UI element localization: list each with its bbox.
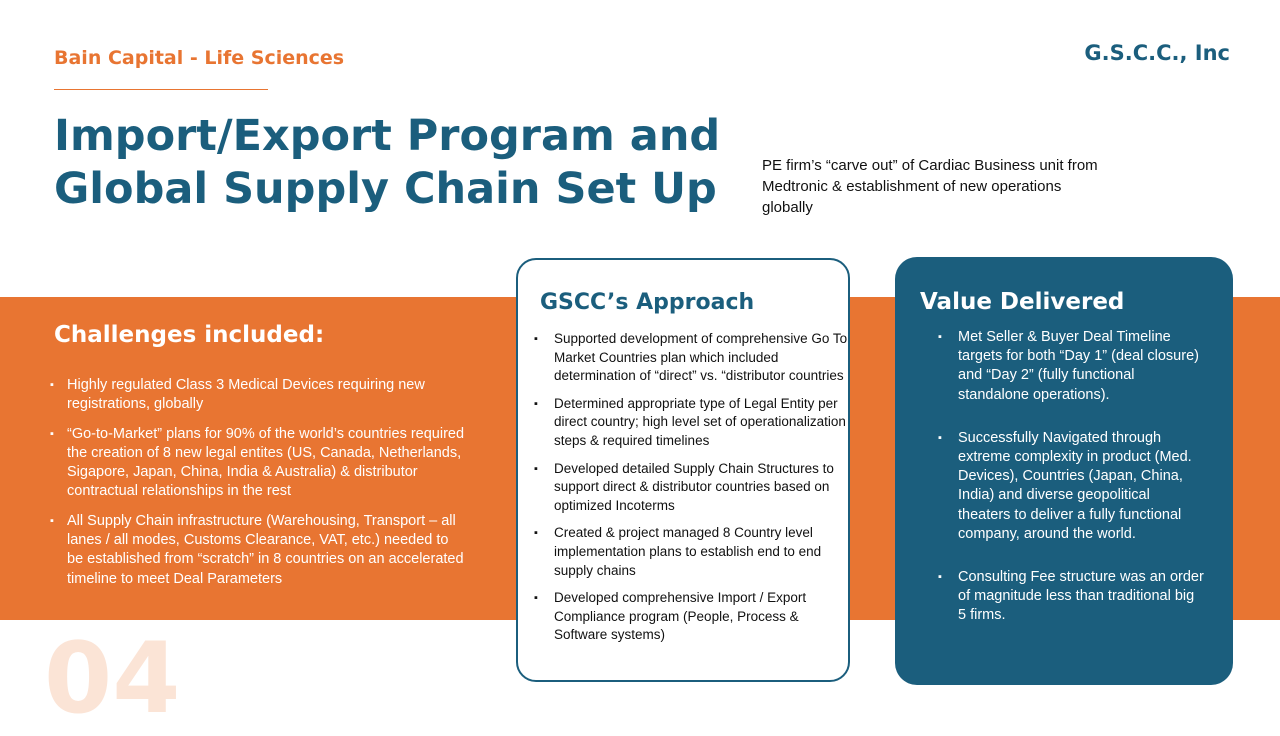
bullet-icon: ▪ <box>938 331 942 343</box>
page-number: 04 <box>44 622 181 736</box>
bullet-icon: ▪ <box>938 571 942 584</box>
list-item <box>532 460 854 516</box>
brand-name: G.S.C.C., Inc <box>1084 41 1230 65</box>
page-title <box>54 110 734 216</box>
client-label: Bain Capital - Life Sciences <box>54 47 345 69</box>
value-text: Successfully Navigated through extreme complexity in product (Med. Devices), Countries (Japan, China, India) and diverse geopolitical theaters to deliver a fully functional company, around the world. <box>958 429 1192 542</box>
value-card <box>895 257 1233 685</box>
approach-text: Supported development of comprehensive Go To Market Countries plan which included determination of “direct” vs. “distributor countries <box>554 331 848 384</box>
list-item <box>48 376 468 415</box>
list-item <box>936 568 1206 626</box>
bullet-icon: ▪ <box>534 462 538 475</box>
title-line-1: Import/Export Program and <box>54 111 721 161</box>
approach-text: Determined appropriate type of Legal Entity per direct country; high level set of operationalization steps & required timelines <box>554 395 846 448</box>
value-text: Met Seller & Buyer Deal Timeline targets for both “Day 1” (deal closure) and “Day 2” (fully functional standalone operations). <box>958 329 1199 403</box>
list-item <box>532 395 854 451</box>
value-heading: Value Delivered <box>920 289 1125 315</box>
list-item <box>532 589 854 645</box>
value-text: Consulting Fee structure was an order of magnitude less than traditional big 5 firms. <box>958 569 1204 624</box>
subtitle-text: PE firm’s “carve out” of Cardiac Business unit from Medtronic & establishment of new operations globally <box>762 157 1098 216</box>
approach-text: Developed detailed Supply Chain Structures to support direct & distributor countries based on optimized Incoterms <box>554 460 834 513</box>
list-item <box>48 512 468 589</box>
challenge-text: Highly regulated Class 3 Medical Devices requiring new registrations, globally <box>67 377 425 413</box>
list-item <box>532 330 854 386</box>
challenges-heading: Challenges included: <box>54 322 325 348</box>
list-item <box>936 328 1206 405</box>
bullet-icon: ▪ <box>534 397 538 410</box>
title-line-2: Global Supply Chain Set Up <box>54 164 717 214</box>
bullet-icon: ▪ <box>534 333 538 345</box>
challenges-list <box>48 376 468 599</box>
bullet-icon: ▪ <box>50 514 54 527</box>
bullet-icon: ▪ <box>50 427 54 440</box>
bullet-icon: ▪ <box>534 527 538 540</box>
challenge-text: All Supply Chain infrastructure (Warehousing, Transport – all lanes / all modes, Customs Clearance, VAT, etc.) needed to be established from “scratch” in 8 countries on an accelerated timeline to meet Deal Parameters <box>67 512 464 587</box>
bullet-icon: ▪ <box>534 592 538 605</box>
approach-list <box>532 330 854 654</box>
kicker-divider <box>54 89 268 90</box>
approach-card <box>516 258 850 682</box>
approach-text: Developed comprehensive Import / Export Compliance program (People, Process & Software systems) <box>554 590 807 643</box>
approach-text: Created & project managed 8 Country level implementation plans to establish end to end supply chains <box>554 525 822 578</box>
bullet-icon: ▪ <box>50 379 54 391</box>
challenge-text: “Go-to-Market” plans for 90% of the world’s countries required the creation of 8 new legal entites (US, Canada, Netherlands, Sigapore, Japan, China, India & Australia) & distributor contractual relationships in the rest <box>67 425 465 500</box>
list-item <box>48 425 468 502</box>
value-list <box>936 328 1206 650</box>
list-item <box>532 524 854 580</box>
approach-heading: GSCC’s Approach <box>540 290 755 315</box>
list-item <box>936 429 1206 544</box>
bullet-icon: ▪ <box>938 431 942 444</box>
